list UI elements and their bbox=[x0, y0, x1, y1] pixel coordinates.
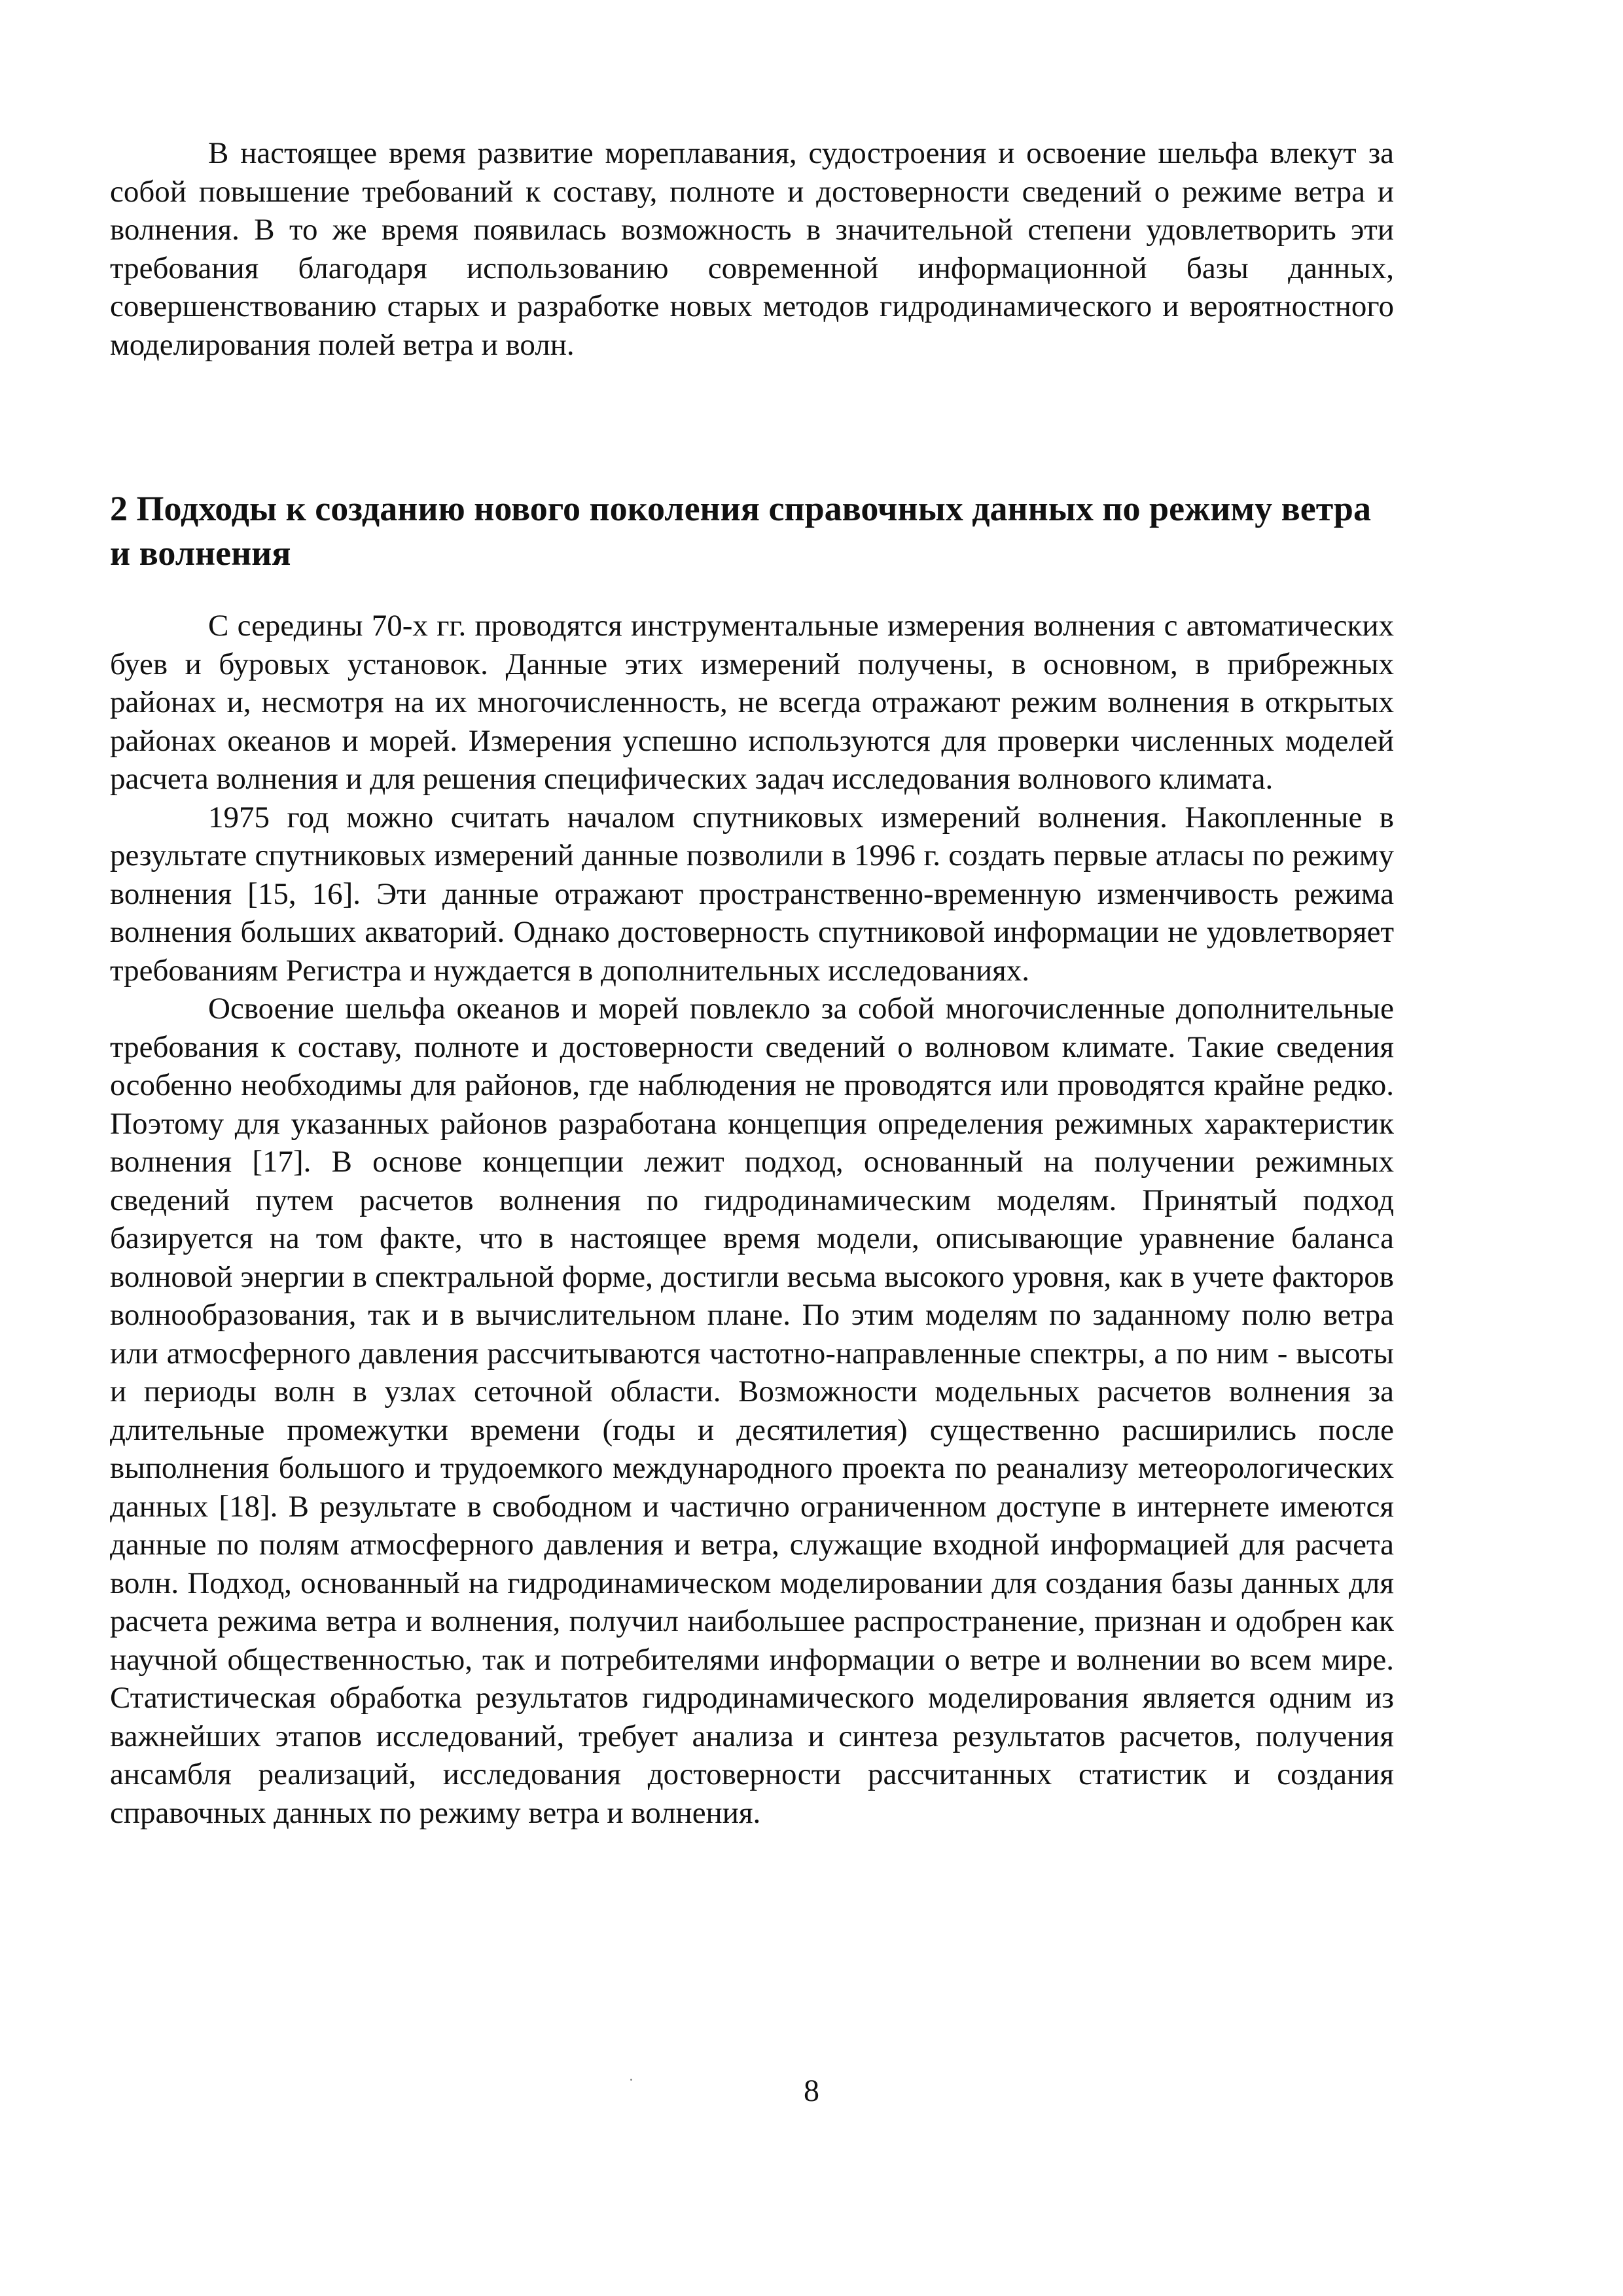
page-number: 8 bbox=[804, 2073, 819, 2108]
body-paragraph-measurements: С середины 70-х гг. проводятся инструментальные измерения волнения с автоматических буев и буровых установок. Данные этих измерений получены, в основном, в прибрежных районах и, несмотря на их многочисленность, не всегда отражают режим волнения в открытых районах океанов и морей. Измерения успешно используются для проверки численных моделей расчета волнения и для решения специфических задач исследования волнового климата. bbox=[110, 609, 1394, 796]
text-column bbox=[110, 134, 1394, 1832]
intro-paragraph: В настоящее время развитие мореплавания, судостроения и освоение шельфа влекут за собой повышение требований к составу, полноте и достоверности сведений о режиме ветра и волнения. В то же время появилась возможность в значительной степени удовлетворить эти требования благодаря использованию современной информационной базы данных, совершенствованию старых и разработке новых методов гидродинамического и вероятностного моделирования полей ветра и волн. bbox=[110, 136, 1394, 362]
body-paragraph-shelf: Освоение шельфа океанов и морей повлекло за собой многочисленные дополнительные требования к составу, полноте и достоверности сведений о волновом климате. Такие сведения особенно необходимы для районов, где наблюдения не проводятся или проводятся крайне редко. Поэтому для указанных районов разработана концепция определения режимных характеристик волнения [17]. В основе концепции лежит подход, основанный на получении режимных сведений путем расчетов волнения по гидродинамическим моделям. Принятый подход базируется на том факте, что в настоящее время модели, описывающие уравнение баланса волновой энергии в спектральной форме, достигли весьма высокого уровня, как в учете факторов волнообразования, так и в вычислительном плане. По этим моделям по заданному полю ветра или атмосферного давления рассчитываются частотно-направленные спектры, а по ним - высоты и периоды волн в узлах сеточной области. Возможности модельных расчетов волнения за длительные промежутки времени (годы и десятилетия) существенно расширились после выполнения большого и трудоемкого международного проекта по реанализу метеорологических данных [18]. В результате в свободном и частично ограниченном доступе в интернете имеются данные по полям атмосферного давления и ветра, служащие входной информацией для расчета волн. Подход, основанный на гидродинамическом моделировании для создания базы данных для расчета режима ветра и волнения, получил наибольшее распространение, признан и одобрен как научной общественностью, так и потребителями информации о ветре и волнении во всем мире. Статистическая обработка результатов гидродинамического моделирования является одним из важнейших этапов исследований, требует анализа и синтеза результатов расчетов, получения ансамбля реализаций, исследования достоверности рассчитанных статистик и создания справочных данных по режиму ветра и волнения. bbox=[110, 992, 1394, 1830]
section-heading: 2 Подходы к созданию нового поколения справочных данных по режиму ветра и волнения bbox=[110, 489, 1371, 573]
body-paragraph-satellite: 1975 год можно считать началом спутниковых измерений волнения. Накопленные в результате спутниковых измерений данные позволили в 1996 г. создать первые атласы по режиму волнения [15, 16]. Эти данные отражают пространственно-временную изменчивость режима волнения больших акваторий. Однако достоверность спутниковой информации не удовлетворяет требованиям Регистра и нуждается в дополнительных исследованиях. bbox=[110, 800, 1394, 988]
